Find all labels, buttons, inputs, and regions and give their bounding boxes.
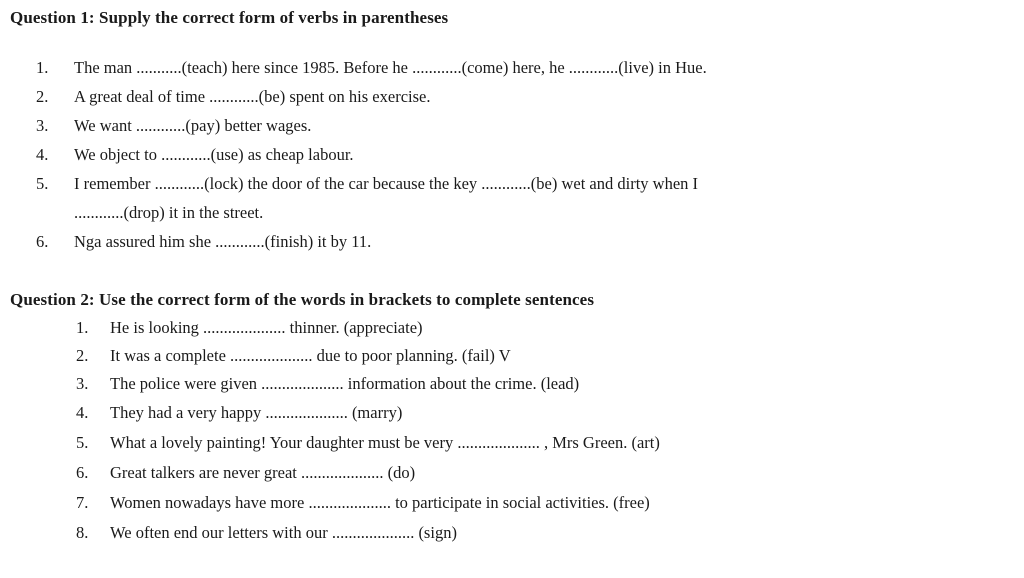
item-number: 2.: [36, 87, 49, 106]
item-text: Nga assured him she ............(finish) it by 11.: [74, 232, 372, 251]
item-number: 5.: [36, 174, 49, 193]
q2-item-4: [76, 403, 402, 423]
item-number: 3.: [36, 116, 49, 135]
q1-item-4: [36, 145, 354, 165]
q1-item-6: [36, 232, 371, 252]
item-text: We object to ............(use) as cheap labour.: [74, 145, 354, 164]
item-number: 4.: [36, 145, 49, 164]
item-text: The man ...........(teach) here since 1985. Before he ............(come) here, he ............(live) in Hue.: [74, 58, 707, 77]
item-number: 4.: [76, 403, 89, 422]
q2-item-3: [76, 374, 579, 394]
item-text: ............(drop) it in the street.: [74, 203, 264, 222]
question-1-title: Question 1: Supply the correct form of verbs in parentheses: [10, 8, 449, 27]
item-text: They had a very happy .................... (marry): [110, 403, 403, 422]
item-text: A great deal of time ............(be) spent on his exercise.: [74, 87, 431, 106]
q1-item-2: [36, 87, 430, 107]
q2-item-1: [76, 318, 423, 338]
q1-item-1: [36, 58, 707, 78]
item-number: 7.: [76, 493, 89, 512]
q2-item-6: [76, 463, 415, 483]
q2-item-8: [76, 523, 457, 543]
q2-item-7: [76, 493, 650, 513]
item-number: 1.: [36, 58, 49, 77]
q1-item-3: [36, 116, 311, 136]
item-text: He is looking .................... thinner. (appreciate): [110, 318, 423, 337]
item-text: Great talkers are never great .................... (do): [110, 463, 416, 482]
item-text: Women nowadays have more .................... to participate in social activities. (free): [110, 493, 650, 512]
item-number: 6.: [76, 463, 89, 482]
item-number: 8.: [76, 523, 89, 542]
item-number: 5.: [76, 433, 89, 452]
q1-item-5: [36, 174, 698, 194]
question-2-title: Question 2: Use the correct form of the words in brackets to complete sentences: [10, 290, 595, 309]
item-number: 1.: [76, 318, 89, 337]
q2-item-2: [76, 346, 511, 366]
q1-item-5-continuation: [74, 203, 263, 223]
item-number: 2.: [76, 346, 89, 365]
item-text: What a lovely painting! Your daughter must be very .................... , Mrs Green. (art): [110, 433, 660, 452]
item-text: We often end our letters with our .................... (sign): [110, 523, 457, 542]
q2-item-5: [76, 433, 660, 453]
item-text: It was a complete .................... due to poor planning. (fail) V: [110, 346, 511, 365]
item-text: We want ............(pay) better wages.: [74, 116, 312, 135]
item-text: The police were given .................... information about the crime. (lead): [110, 374, 580, 393]
item-number: 6.: [36, 232, 49, 251]
item-text: I remember ............(lock) the door of the car because the key ............(be) wet and dirty when I: [74, 174, 699, 193]
item-number: 3.: [76, 374, 89, 393]
